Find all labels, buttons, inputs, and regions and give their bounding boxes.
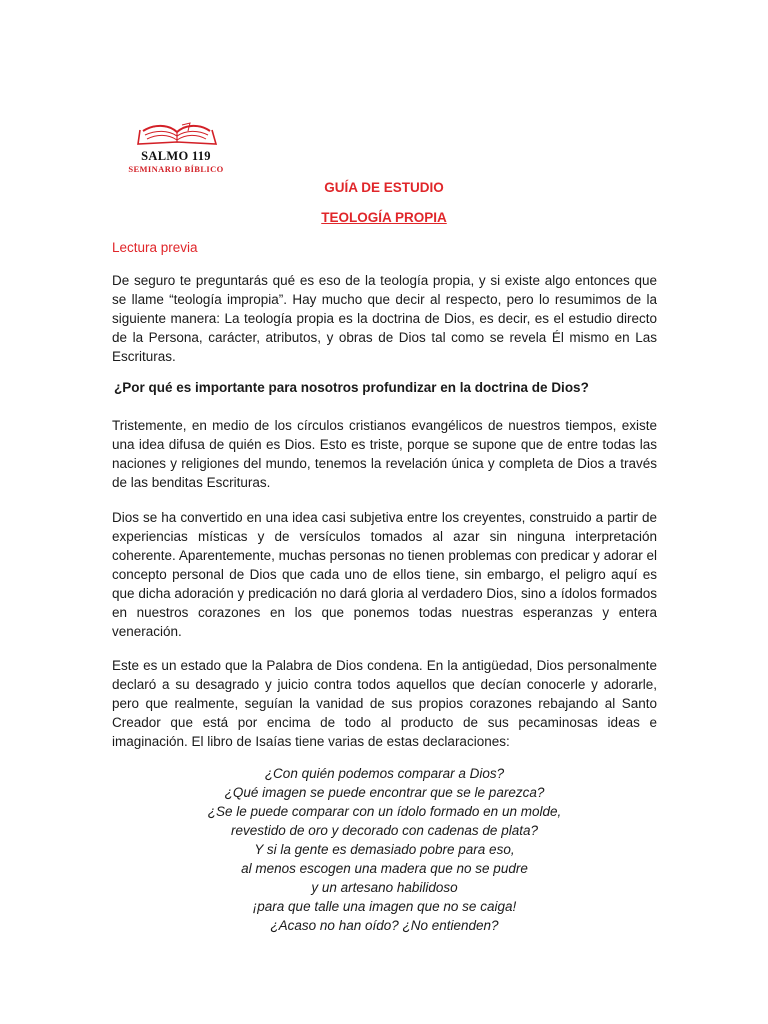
verse-line: ¿Se le puede comparar con un ídolo formado en un molde, — [207, 804, 562, 819]
verse-line: al menos escogen una madera que no se pudre — [241, 861, 528, 876]
paragraph-intro: De seguro te preguntarás qué es eso de la teología propia, y si existe algo entonces que se llame “teología impropia”. Hay mucho que decir al respecto, pero lo resumimos de la siguiente manera: La teología propia es la doctrina de Dios, es decir, es el estudio directo de la Persona, carácter, atributos, y obras de Dios tal como se revela Él mismo en Las Escrituras. — [112, 273, 657, 364]
subject-title: TEOLOGÍA PROPIA — [321, 210, 447, 225]
paragraph-2: Tristemente, en medio de los círculos cristianos evangélicos de nuestros tiempos, existe una idea difusa de quién es Dios. Esto es triste, porque se supone que de entre todas las naciones y religiones del mundo, tenemos la revelación única y completa de Dios a través de las benditas Escrituras. — [112, 418, 657, 490]
logo-subtitle: SEMINARIO BÍBLICO — [128, 164, 224, 174]
paragraph-4: Este es un estado que la Palabra de Dios condena. En la antigüedad, Dios personalmente declaró a su desagrado y juicio contra todos aquellos que decían conocerle y adorarle, pero que realmente, seguían la vanidad de sus propios corazones rebajando al Santo Creador que está por encima de todo al producto de sus pecaminosas ideas e imaginación. El libro de Isaías tiene varias de estas declaraciones: — [112, 658, 657, 749]
verse-line: ¿Acaso no han oído? ¿No entienden? — [270, 918, 499, 933]
verse-line: ¿Qué imagen se puede encontrar que se le parezca? — [224, 785, 545, 800]
guide-title: GUÍA DE ESTUDIO — [324, 180, 444, 195]
verse-line: Y si la gente es demasiado pobre para eso, — [254, 842, 515, 857]
verse-line: ¡para que talle una imagen que no se caiga! — [252, 899, 517, 914]
section-label: Lectura previa — [112, 240, 198, 255]
open-bible-icon — [134, 122, 220, 150]
verse-line: revestido de oro y decorado con cadenas de plata? — [231, 823, 538, 838]
verse-line: ¿Con quién podemos comparar a Dios? — [264, 766, 505, 781]
logo-title: SALMO 119 — [141, 149, 211, 163]
scripture-quote — [112, 764, 657, 935]
verse-line: y un artesano habilidoso — [311, 880, 458, 895]
paragraph-3: Dios se ha convertido en una idea casi subjetiva entre los creyentes, construido a partir de experiencias místicas y de versículos tomados al azar sin ninguna interpretación coherente. Aparentemente, muchas personas no tienen problemas con predicar y adorar el concepto personal de Dios que cada uno de ellos tiene, sin embargo, el peligro aquí es que dicha adoración y predicación no dará gloria al verdadero Dios, sino a ídolos formados en nuestros corazones en los que ponemos todas nuestras esperanzas y entera veneración. — [112, 510, 657, 639]
seminary-logo — [118, 122, 228, 174]
question-heading: ¿Por qué es importante para nosotros profundizar en la doctrina de Dios? — [114, 380, 589, 395]
